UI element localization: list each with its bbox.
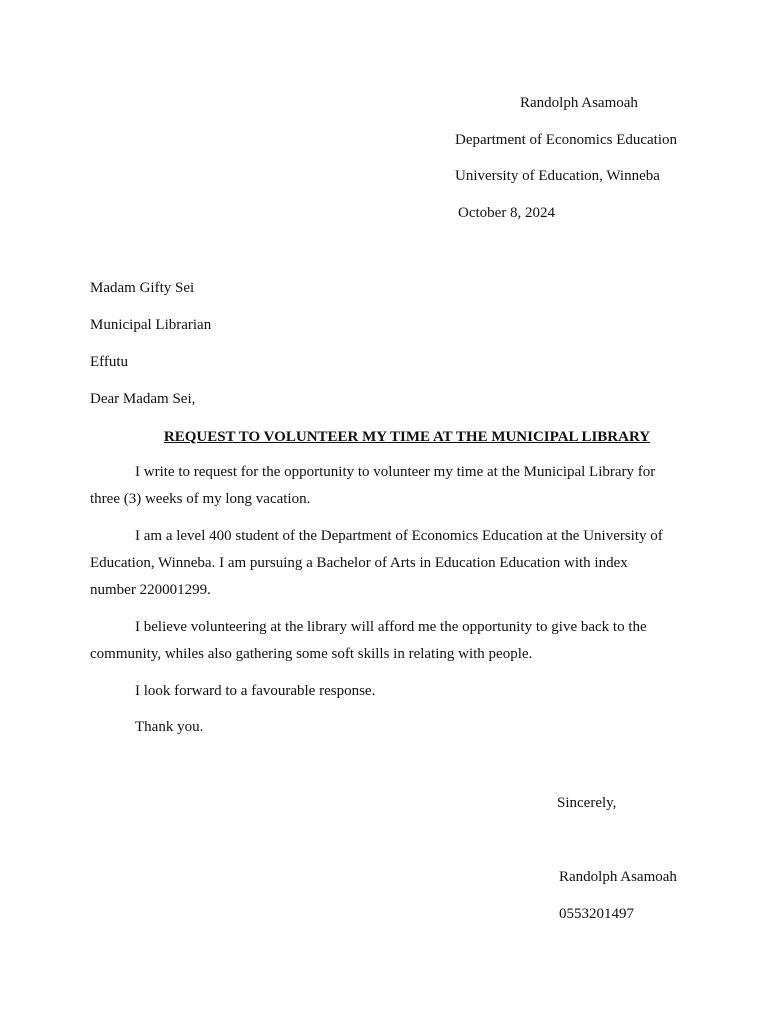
body-paragraph-4: I look forward to a favourable response.: [135, 683, 376, 699]
body-paragraph-1: I write to request for the opportunity to volunteer my time at the Municipal Library for three (3) weeks of my long vacation.: [90, 464, 656, 507]
recipient-name: Madam Gifty Sei: [90, 280, 195, 296]
recipient-location: Effutu: [90, 354, 129, 370]
body-paragraph-5: Thank you.: [135, 719, 204, 735]
body-paragraph-3: I believe volunteering at the library will afford me the opportunity to give back to the community, whiles also gathering some soft skills in relating with people.: [90, 619, 647, 662]
sender-department: Department of Economics Education: [455, 132, 678, 148]
signatory-name: Randolph Asamoah: [559, 869, 677, 885]
sender-name: Randolph Asamoah: [520, 95, 638, 111]
letter-date: October 8, 2024: [458, 205, 556, 221]
salutation: Dear Madam Sei,: [90, 391, 196, 407]
body-paragraph-2: I am a level 400 student of the Department of Economics Education at the University of Education, Winneba. I am pursuing a Bachelor of Arts in Education Education with index number 220001299.: [90, 528, 663, 598]
sender-institution: University of Education, Winneba: [455, 168, 660, 184]
signatory-phone: 0553201497: [559, 906, 634, 922]
sign-off: Sincerely,: [557, 795, 617, 811]
recipient-title: Municipal Librarian: [90, 317, 212, 333]
subject-heading: REQUEST TO VOLUNTEER MY TIME AT THE MUNICIPAL LIBRARY: [163, 429, 651, 445]
